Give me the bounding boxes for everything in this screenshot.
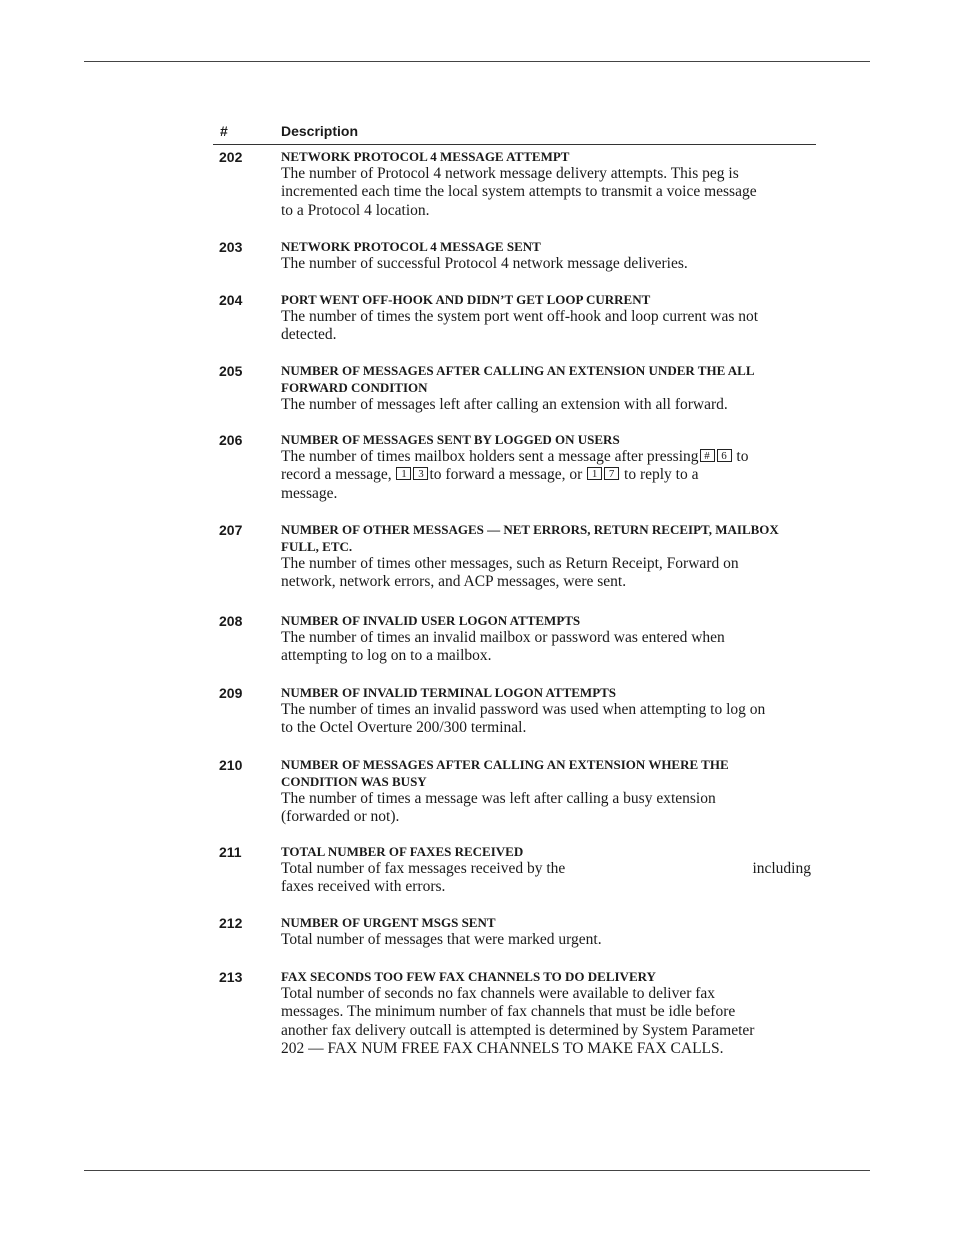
title-line: NUMBER OF MESSAGES AFTER CALLING AN EXTENSION WHERE THE bbox=[281, 757, 729, 772]
peg-number: 205 bbox=[219, 363, 243, 379]
peg-title: NUMBER OF MESSAGES SENT BY LOGGED ON USERS bbox=[281, 432, 620, 447]
keypad-key: 6 bbox=[717, 449, 732, 462]
peg-number: 208 bbox=[219, 613, 243, 629]
peg-title bbox=[281, 756, 811, 790]
body-line: (forwarded or not). bbox=[281, 808, 400, 826]
body-line: The number of times the system port went off-hook and loop current was not bbox=[281, 308, 759, 325]
peg-count-table bbox=[213, 122, 816, 1057]
peg-number: 207 bbox=[219, 522, 243, 538]
peg-description bbox=[281, 612, 811, 666]
title-line: NUMBER OF MESSAGES AFTER CALLING AN EXTENSION UNDER THE ALL bbox=[281, 363, 755, 378]
title-line: NUMBER OF OTHER MESSAGES — NET ERRORS, RETURN RECEIPT, MAILBOX bbox=[281, 522, 779, 537]
peg-number: 202 bbox=[219, 149, 243, 165]
keypad-key: 7 bbox=[604, 467, 619, 480]
peg-number: 206 bbox=[219, 432, 243, 448]
body-line: detected. bbox=[281, 326, 337, 344]
peg-number: 211 bbox=[219, 844, 242, 860]
title-line: FULL, ETC. bbox=[281, 539, 353, 554]
peg-description bbox=[281, 431, 811, 503]
peg-body bbox=[281, 860, 811, 897]
keypad-key: 1 bbox=[587, 467, 602, 480]
body-line: to the Octel Overture 200/300 terminal. bbox=[281, 719, 527, 737]
body-line: The number of times an invalid mailbox or password was entered when bbox=[281, 629, 725, 646]
peg-title bbox=[281, 521, 811, 555]
peg-body bbox=[281, 931, 811, 949]
keypad-key: # bbox=[700, 449, 715, 462]
body-line: Total number of seconds no fax channels were available to deliver fax bbox=[281, 985, 716, 1002]
peg-title: NUMBER OF INVALID USER LOGON ATTEMPTS bbox=[281, 613, 581, 628]
body-line: incremented each time the local system attempts to transmit a voice message bbox=[281, 183, 757, 201]
body-line: The number of times mailbox holders sent a message after pressing # 6 to bbox=[281, 448, 749, 465]
peg-description bbox=[281, 521, 811, 592]
peg-number: 210 bbox=[219, 757, 243, 773]
peg-description bbox=[281, 148, 811, 220]
peg-description bbox=[281, 843, 811, 897]
peg-description bbox=[281, 684, 811, 738]
body-line: faxes received with errors. bbox=[281, 878, 446, 896]
body-line: record a message, 1 3 to forward a message, or 1 7 to reply to a bbox=[281, 466, 699, 484]
peg-number: 212 bbox=[219, 915, 243, 931]
body-line: to a Protocol 4 location. bbox=[281, 201, 430, 219]
peg-title: TOTAL NUMBER OF FAXES RECEIVED bbox=[281, 844, 524, 859]
title-line: FORWARD CONDITION bbox=[281, 380, 428, 395]
peg-body bbox=[281, 701, 811, 738]
peg-description bbox=[281, 756, 811, 827]
peg-number: 209 bbox=[219, 685, 243, 701]
peg-title: FAX SECONDS TOO FEW FAX CHANNELS TO DO DELIVERY bbox=[281, 969, 656, 984]
peg-body bbox=[281, 985, 811, 1058]
body-line: The number of Protocol 4 network message delivery attempts. This peg is bbox=[281, 165, 739, 182]
peg-title bbox=[281, 362, 811, 396]
peg-body bbox=[281, 308, 811, 345]
peg-body bbox=[281, 629, 811, 666]
title-line: CONDITION WAS BUSY bbox=[281, 774, 427, 789]
body-line: The number of times a message was left after calling a busy extension bbox=[281, 790, 716, 807]
body-line: The number of times other messages, such as Return Receipt, Forward on bbox=[281, 555, 739, 572]
peg-body bbox=[281, 396, 811, 414]
table-header bbox=[213, 122, 816, 145]
footer-rule bbox=[84, 1170, 870, 1171]
body-line: message. bbox=[281, 484, 338, 502]
peg-title: NUMBER OF INVALID TERMINAL LOGON ATTEMPTS bbox=[281, 685, 617, 700]
peg-title: PORT WENT OFF-HOOK AND DIDN’T GET LOOP CURRENT bbox=[281, 292, 651, 307]
keypad-key: 3 bbox=[413, 467, 428, 480]
body-line: The number of times an invalid password was used when attempting to log on bbox=[281, 701, 766, 718]
body-line: attempting to log on to a mailbox. bbox=[281, 647, 492, 665]
peg-number: 213 bbox=[219, 969, 243, 985]
peg-description bbox=[281, 291, 811, 345]
column-header-description: Description bbox=[281, 123, 359, 139]
peg-title: NUMBER OF URGENT MSGS SENT bbox=[281, 915, 496, 930]
peg-title: NETWORK PROTOCOL 4 MESSAGE SENT bbox=[281, 239, 541, 254]
body-line: The number of successful Protocol 4 network message deliveries. bbox=[281, 255, 688, 272]
peg-description bbox=[281, 914, 811, 949]
peg-number: 203 bbox=[219, 239, 243, 255]
peg-description bbox=[281, 362, 811, 414]
body-line: messages. The minimum number of fax channels that must be idle before bbox=[281, 1003, 736, 1021]
peg-body bbox=[281, 555, 811, 592]
column-header-number: # bbox=[220, 123, 228, 139]
keypad-key: 1 bbox=[396, 467, 411, 480]
body-line: another fax delivery outcall is attempted is determined by System Parameter bbox=[281, 1021, 755, 1039]
header-rule bbox=[84, 61, 870, 62]
body-line: Total number of messages that were marked urgent. bbox=[281, 931, 602, 948]
body-line: The number of messages left after calling an extension with all forward. bbox=[281, 396, 728, 413]
peg-number: 204 bbox=[219, 292, 243, 308]
body-line: network, network errors, and ACP messages, were sent. bbox=[281, 573, 627, 591]
peg-body bbox=[281, 790, 811, 827]
peg-body bbox=[281, 165, 811, 220]
peg-title: NETWORK PROTOCOL 4 MESSAGE ATTEMPT bbox=[281, 149, 570, 164]
body-line: 202 — FAX NUM FREE FAX CHANNELS TO MAKE FAX CALLS. bbox=[281, 1039, 724, 1057]
peg-body bbox=[281, 448, 811, 503]
body-line: Total number of fax messages received by the including bbox=[281, 860, 811, 877]
peg-description bbox=[281, 968, 811, 1058]
peg-description bbox=[281, 238, 811, 273]
peg-body bbox=[281, 255, 811, 273]
